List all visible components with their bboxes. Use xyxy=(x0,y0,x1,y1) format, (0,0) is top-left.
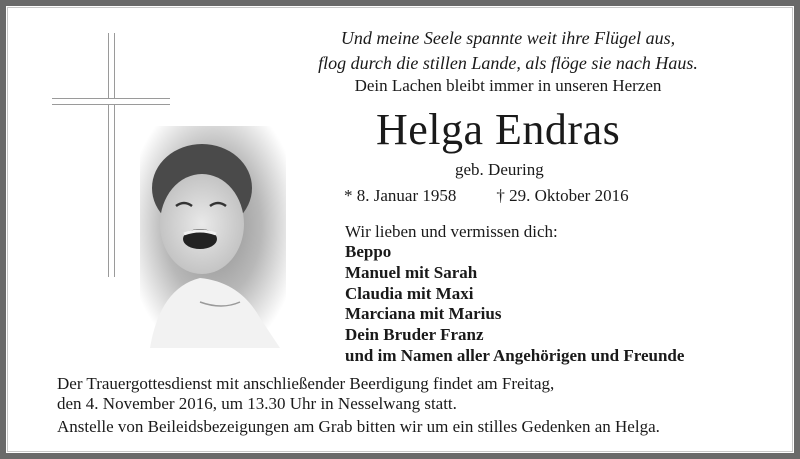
mourner-item: Claudia mit Maxi xyxy=(345,283,474,303)
closing-note: Anstelle von Beileidsbezeigungen am Grab bitten wir um ein stilles Gedenken an Helga. xyxy=(57,417,660,436)
mourner-item: Dein Bruder Franz xyxy=(345,325,484,345)
service-line-1: Der Trauergottesdienst mit anschließender Beerdigung findet am Freitag, xyxy=(57,374,555,393)
deceased-name: Helga Endras xyxy=(376,105,621,154)
birth-name: geb. Deuring xyxy=(455,160,544,179)
motto: Dein Lachen bleibt immer in unseren Herzen xyxy=(354,76,662,95)
mourner-item: Manuel mit Sarah xyxy=(345,262,478,282)
poem-line-1: Und meine Seele spannte weit ihre Flügel aus, xyxy=(340,28,676,48)
mourner-item: Beppo xyxy=(345,242,392,261)
mourners-list xyxy=(345,242,684,367)
poem-line-2: flog durch die stillen Lande, als flöge sie nach Haus. xyxy=(318,53,698,73)
mourners-intro: Wir lieben und vermissen dich: xyxy=(345,222,558,241)
portrait-photo xyxy=(140,126,286,348)
mourner-item: Marciana mit Marius xyxy=(345,304,502,324)
service-info xyxy=(57,374,554,414)
service-line-2: den 4. November 2016, um 13.30 Uhr in Nesselwang statt. xyxy=(57,394,457,413)
death-date: † 29. Oktober 2016 xyxy=(496,186,629,205)
life-dates xyxy=(344,186,629,206)
birth-date: * 8. Januar 1958 xyxy=(344,186,457,205)
mourner-item: und im Namen aller Angehörigen und Freunde xyxy=(345,345,685,365)
